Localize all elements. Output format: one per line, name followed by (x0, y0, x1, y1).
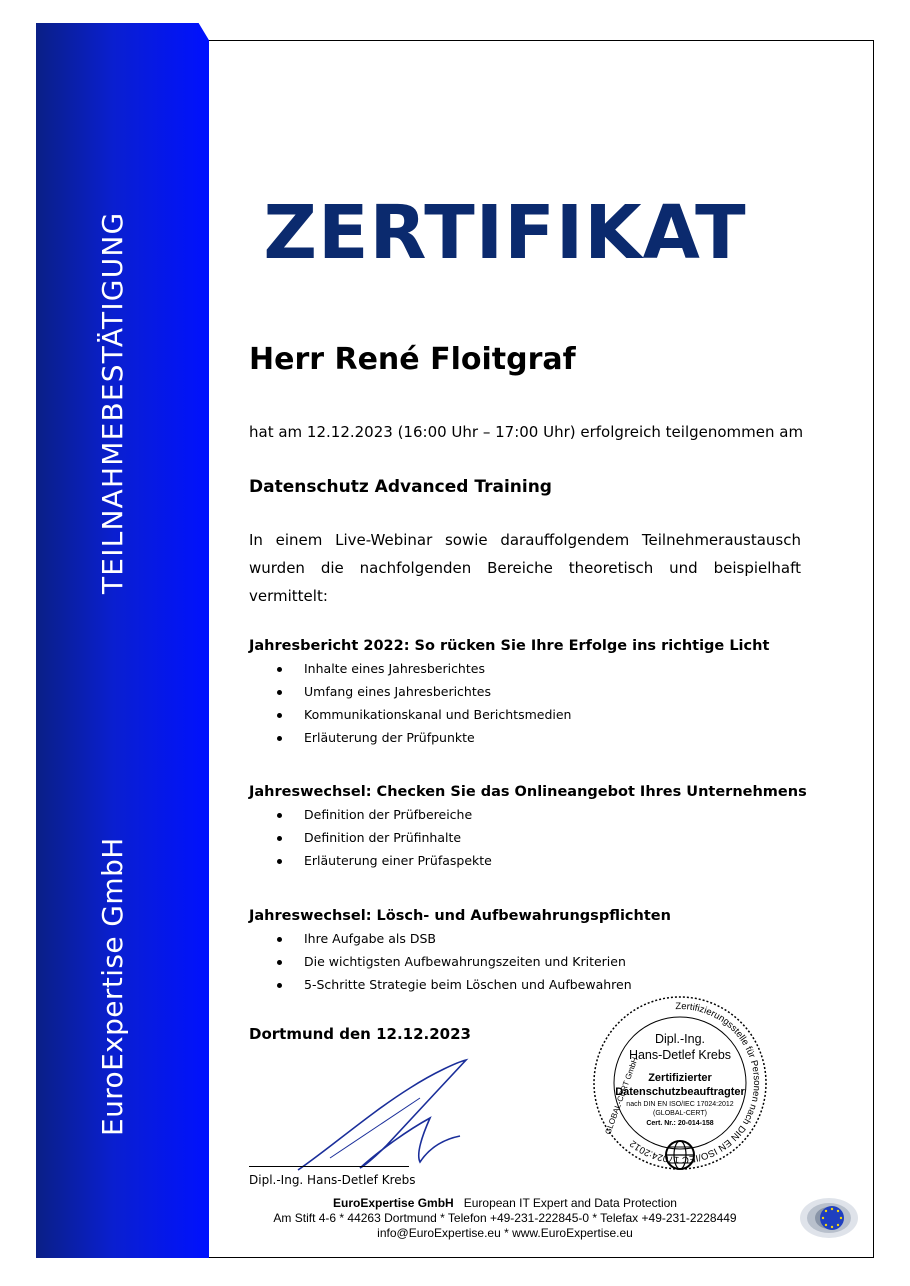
side-band-top-text: TEILNAHMEBESTÄTIGUNG (96, 211, 129, 594)
list-item: Inhalte eines Jahresberichtes (304, 662, 809, 685)
list-item: Definition der Prüfinhalte (304, 831, 809, 854)
list-item: Ihre Aufgabe als DSB (304, 932, 809, 955)
topic-heading: Jahresbericht 2022: So rücken Sie Ihre Erfolge ins richtige Licht (249, 638, 770, 654)
footer-address: Am Stift 4-6 * 44263 Dortmund * Telefon +49-231-222845-0 * Telefax +49-231-2228449 (273, 1211, 737, 1225)
attendance-text: hat am 12.12.2023 (16:00 Uhr – 17:00 Uhr) erfolgreich teilgenommen am (249, 423, 804, 441)
certificate-title: ZERTIFIKAT (263, 190, 747, 276)
recipient-name: Herr René Floitgraf (249, 342, 576, 377)
seal-line1: Dipl.-Ing. (654, 1032, 706, 1046)
topic-list (249, 808, 809, 877)
list-item: Erläuterung der Prüfpunkte (304, 731, 809, 754)
seal-line5: nach DIN EN ISO/IEC 17024:2012 (626, 1101, 734, 1108)
footer-company: EuroExpertise GmbH (333, 1196, 454, 1210)
list-item: Umfang eines Jahresberichtes (304, 685, 809, 708)
course-title: Datenschutz Advanced Training (249, 477, 552, 497)
footer-contact: info@EuroExpertise.eu * www.EuroExpertise.eu (377, 1226, 633, 1240)
topic-section-2 (249, 784, 809, 877)
intro-paragraph: In einem Live-Webinar sowie darauffolgendem Teilnehmeraustausch wurden die nachfolgenden Bereiche theoretisch und beispielhaft vermittelt: (249, 531, 801, 605)
topic-list (249, 662, 809, 754)
side-band-bottom-text: EuroExpertise GmbH (96, 837, 129, 1136)
list-item: Die wichtigsten Aufbewahrungszeiten und Kriterien (304, 955, 809, 978)
list-item: Kommunikationskanal und Berichtsmedien (304, 708, 809, 731)
seal-line2: Hans-Detlef Krebs (628, 1048, 732, 1062)
footer (240, 1196, 770, 1241)
handwritten-signature (290, 1058, 480, 1178)
seal-line7: Cert. Nr.: 20-014-158 (646, 1120, 714, 1127)
seal-ring-text: Zertifizierungsstelle für Personen nach DIN EN ISO/IEC 17024:2012 (627, 1000, 763, 1166)
seal-line6: (GLOBAL-CERT) (653, 1110, 707, 1117)
euroexpertise-logo-icon (798, 1192, 860, 1240)
topic-heading: Jahreswechsel: Lösch- und Aufbewahrungspflichten (249, 908, 671, 924)
topic-section-1 (249, 638, 809, 754)
certification-seal (590, 985, 770, 1181)
footer-tagline: European IT Expert and Data Protection (463, 1196, 677, 1210)
list-item: Definition der Prüfbereiche (304, 808, 809, 831)
signer-name: Dipl.-Ing. Hans-Detlef Krebs (249, 1173, 416, 1187)
seal-ring-left: GLOBAL-CERT GmbH (603, 1056, 640, 1136)
seal-line3: Zertifizierter (648, 1072, 712, 1084)
place-date: Dortmund den 12.12.2023 (249, 1025, 471, 1043)
topic-heading: Jahreswechsel: Checken Sie das Onlineangebot Ihres Unternehmens (249, 784, 807, 800)
list-item: Erläuterung einer Prüfaspekte (304, 854, 809, 877)
list-item: 5-Schritte Strategie beim Löschen und Aufbewahren (304, 978, 809, 1001)
seal-line4: Datenschutzbeauftragter (615, 1086, 745, 1098)
signature-line (249, 1166, 409, 1167)
